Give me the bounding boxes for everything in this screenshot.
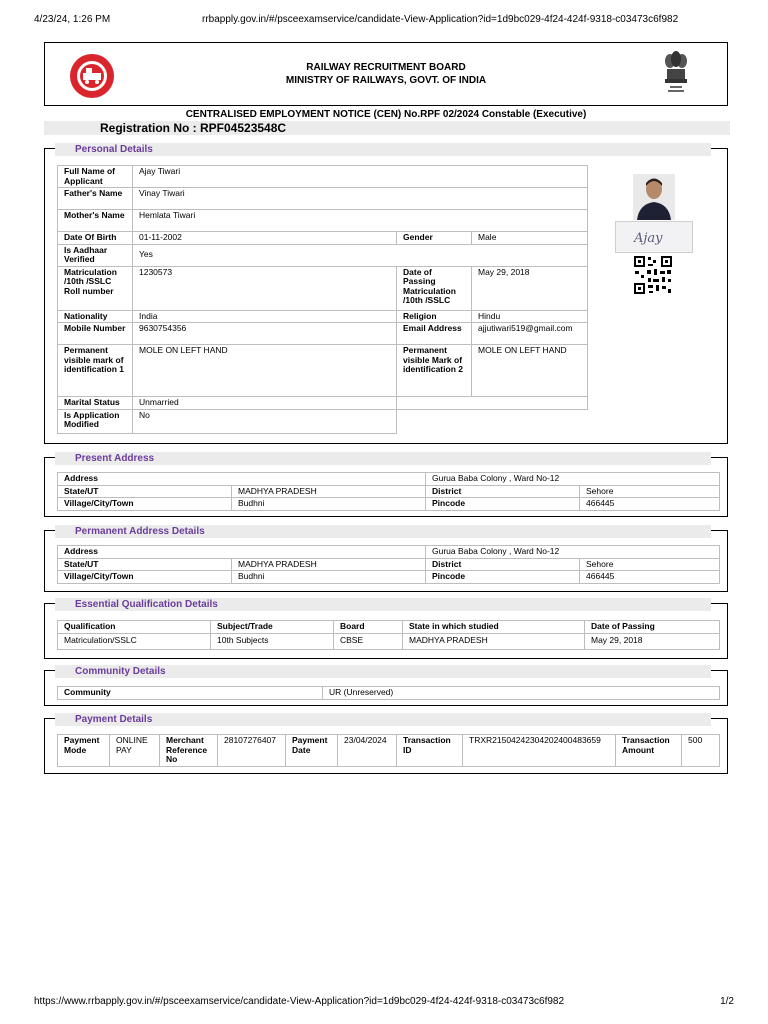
section-title: Community Details [75,666,166,677]
signature-text: Ajay [634,231,663,246]
page-number: 1/2 [720,996,734,1007]
section-header [55,525,711,538]
payment-mode-value: ONLINE PAY [110,735,160,767]
mobile-label: Mobile Number [58,323,133,345]
personal-details-table [57,165,588,434]
payment-table [57,734,720,767]
email-label: Email Address [397,323,472,345]
cen-title: CENTRALISED EMPLOYMENT NOTICE (CEN) No.RPF 02/2024 Constable (Executive) [185,109,587,120]
passing-date-header: Date of Passing [585,621,720,634]
village-value: Budhni [232,571,426,584]
transaction-amount-label: Transaction Amount [616,735,682,767]
section-title: Payment Details [75,714,153,725]
religion-value: Hindu [472,310,588,323]
community-label: Community [58,687,323,700]
state-studied-value: MADHYA PRADESH [403,633,585,649]
address-value: Gurua Baba Colony , Ward No-12 [426,546,720,559]
section-title: Permanent Address Details [75,526,205,537]
qr-code-icon [633,255,673,295]
matric-roll-value: 1230573 [133,266,397,310]
dob-label: Date Of Birth [58,232,133,245]
payment-date-label: Payment Date [286,735,338,767]
payment-mode-label: Payment Mode [58,735,110,767]
national-emblem-icon [661,49,691,101]
subject-value: 10th Subjects [211,633,334,649]
pincode-label: Pincode [426,498,580,511]
father-name-label: Father's Name [58,188,133,210]
modified-value: No [133,409,397,433]
board-header [44,42,728,106]
section-header [55,713,711,726]
matric-roll-label: Matriculation /10th /SSLC Roll number [58,266,133,310]
subject-header: Subject/Trade [211,621,334,634]
state-label: State/UT [58,558,232,571]
merchant-ref-label: Merchant Reference No [160,735,218,767]
nationality-label: Nationality [58,310,133,323]
aadhaar-value: Yes [133,244,588,266]
applicant-photo [633,174,675,220]
passing-date-label: Date of Passing Matriculation /10th /SSLC [397,266,472,310]
qualification-value: Matriculation/SSLC [58,633,211,649]
nationality-value: India [133,310,397,323]
state-value: MADHYA PRADESH [232,485,426,498]
present-address-table [57,472,720,511]
mark1-label: Permanent visible mark of identification 1 [58,345,133,397]
full-name-value: Ajay Tiwari [133,166,588,188]
district-label: District [426,558,580,571]
community-value: UR (Unreserved) [323,687,720,700]
mother-name-value: Hemlata Tiwari [133,210,588,232]
email-value: ajjutiwari519@gmail.com [472,323,588,345]
qualification-table [57,620,720,650]
section-header [55,143,711,156]
transaction-id-value: TRXR21504242304202400483659 [463,735,616,767]
dob-value: 01-11-2002 [133,232,397,245]
state-label: State/UT [58,485,232,498]
signature-icon [616,222,692,252]
permanent-address-table [57,545,720,584]
transaction-amount-value: 500 [682,735,720,767]
empty-cell [397,397,588,410]
district-value: Sehore [580,485,720,498]
state-value: MADHYA PRADESH [232,558,426,571]
mobile-value: 9630754356 [133,323,397,345]
passing-date-value: May 29, 2018 [585,633,720,649]
section-title: Personal Details [75,144,153,155]
section-title: Present Address [75,453,155,464]
address-label: Address [58,546,426,559]
pincode-label: Pincode [426,571,580,584]
section-header [55,665,711,678]
section-header [55,452,711,465]
mark1-value: MOLE ON LEFT HAND [133,345,397,397]
qualification-section [44,599,728,659]
full-name-label: Full Name of Applicant [58,166,133,188]
aadhaar-label: Is Aadhaar Verified [58,244,133,266]
print-datetime: 4/23/24, 1:26 PM [34,14,111,25]
applicant-signature [615,221,693,253]
community-section [44,666,728,706]
village-value: Budhni [232,498,426,511]
pincode-value: 466445 [580,498,720,511]
address-label: Address [58,473,426,486]
pincode-value: 466445 [580,571,720,584]
mother-name-label: Mother's Name [58,210,133,232]
ministry-name: MINISTRY OF RAILWAYS, GOVT. OF INDIA [285,75,487,86]
board-header: Board [334,621,403,634]
transaction-id-label: Transaction ID [397,735,463,767]
district-value: Sehore [580,558,720,571]
passing-date-value: May 29, 2018 [472,266,588,310]
footer-url: https://www.rrbapply.gov.in/#/psceexamservice/candidate-View-Application?id=1d9bc029-4f24-424f-9318-c03473c6f982 [34,996,565,1007]
modified-label: Is Application Modified [58,409,133,433]
merchant-ref-value: 28107276407 [218,735,286,767]
board-name: RAILWAY RECRUITMENT BOARD [306,62,466,73]
marital-value: Unmarried [133,397,397,410]
qualification-header: Qualification [58,621,211,634]
registration-number: Registration No : RPF04523548C [100,121,287,135]
village-label: Village/City/Town [58,498,232,511]
religion-label: Religion [397,310,472,323]
state-studied-header: State in which studied [403,621,585,634]
gender-label: Gender [397,232,472,245]
payment-date-value: 23/04/2024 [338,735,397,767]
payment-section [44,714,728,774]
mark2-value: MOLE ON LEFT HAND [472,345,588,397]
board-value: CBSE [334,633,403,649]
mark2-label: Permanent visible Mark of identification 2 [397,345,472,397]
permanent-address-section [44,526,728,592]
section-title: Essential Qualification Details [75,599,218,610]
gender-value: Male [472,232,588,245]
father-name-value: Vinay Tiwari [133,188,588,210]
community-table [57,686,720,700]
present-address-section [44,453,728,517]
print-url: rrbapply.gov.in/#/psceexamservice/candidate-View-Application?id=1d9bc029-4f24-424f-9318-c03473c6f982 [202,14,679,25]
blank-cell [397,409,588,433]
section-header [55,598,711,611]
address-value: Gurua Baba Colony , Ward No-12 [426,473,720,486]
village-label: Village/City/Town [58,571,232,584]
district-label: District [426,485,580,498]
marital-label: Marital Status [58,397,133,410]
personal-details-section [44,144,728,444]
registration-bar [44,121,730,135]
